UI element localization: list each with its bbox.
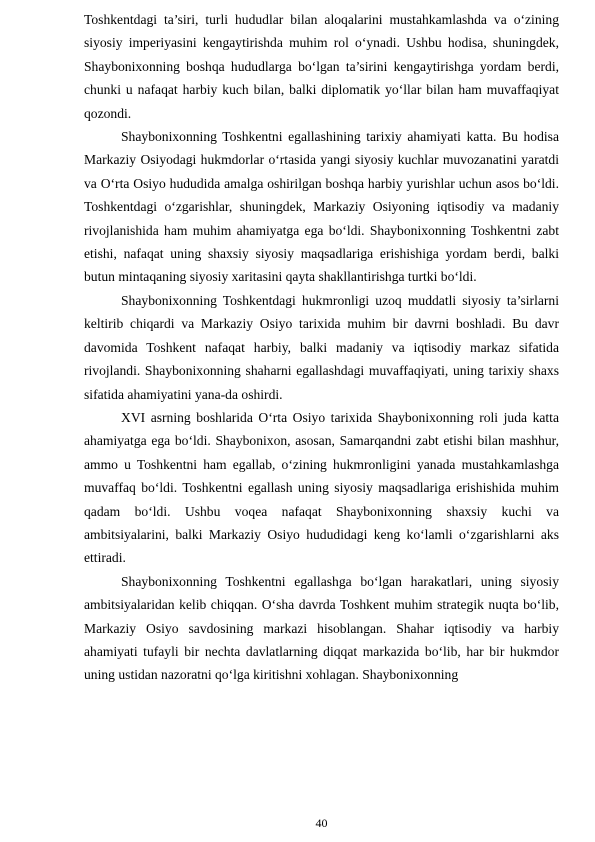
page-number: 40 bbox=[315, 816, 328, 830]
paragraph-4: XVI asrning boshlarida O‘rta Osiyo tarixida Shaybonixonning roli juda katta ahamiyatga ega bo‘ldi. Shayboniхon, asosan, Samarqandni zabt etishi bilan mashhur, ammo u Toshkentni ham egallab, o‘zining hukmronligini yanada mustahkamlashga muvaffaq bo‘ldi. Toshkentni egallash uning siyosiy maqsadlariga erishishida muhim qadam bo‘ldi. Ushbu voqea nafaqat Shaybonixonning shaxsiy kuchi va ambitsiyalarini, balki Markaziy Osiyo hududidagi keng ko‘lamli o‘zgarishlarni aks ettiradi. bbox=[84, 409, 559, 566]
paragraph-2: Shaybonixonning Toshkentni egallashining tarixiy ahamiyati katta. Bu hodisa Markaziy Osiyodagi hukmdorlar o‘rtasida yangi siyosiy kuchlar muvozanatini yaratdi va O‘rta Osiyo hududida amalga oshirilgan boshqa harbiy yurishlar uchun asos bo‘ldi. Toshkentdagi o‘zgarishlar, shuningdek, Markaziy Osiyoning iqtisodiy va madaniy rivojlanishida ham muhim ahamiyatga ega bo‘ldi. Shaybonixonning Toshkentni zabt etishi, nafaqat uning shaxsiy siyosiy maqsadlariga erishishiga yordam berdi, balki butun mintaqaning siyosiy xaritasini qayta shakllantirishga turtki bo‘ldi. bbox=[84, 129, 559, 285]
paragraph-3: Shaybonixonning Toshkentdagi hukmronligi uzoq muddatli siyosiy ta’sirlarni keltirib chiqardi va Markaziy Osiyo tarixida muhim bir davrni boshladi. Bu davr davomida Toshkent nafaqat harbiy, balki madaniy va iqtisodiy markaz sifatida rivojlandi. Shaybonixonning shaharni egallashdagi muvaffaqiyati, uning tarixiy shaxs sifatida ahamiyatini yana-da oshirdi. bbox=[84, 292, 559, 402]
body-text bbox=[84, 8, 559, 687]
paragraph-5: Shaybonixonning Toshkentni egallashga bo‘lgan harakatlari, uning siyosiy ambitsiyalaridan kelib chiqqan. O‘sha davrda Toshkent muhim strategik nuqta bo‘lib, Markaziy Osiyo savdosining markazi hisoblangan. Shahar iqtisodiy va harbiy ahamiyati tufayli bir nechta davlatlarning diqqat markazida bo‘lib, har bir hukmdor uning ustidan nazoratni qo‘lga kiritishni xohlagan. Shaybonixonning bbox=[84, 573, 559, 683]
paragraph-1: Toshkentdagi ta’siri, turli hududlar bilan aloqalarini mustahkamlashda va o‘zining siyosiy imperiyasini kengaytirishda muhim rol o‘ynadi. Ushbu hodisa, shuningdek, Shaybonixonning boshqa hududlarga bo‘lgan ta’sirini kengaytirishga yordam berdi, chunki u nafaqat harbiy kuch bilan, balki diplomatik yo‘llar bilan ham muvaffaqiyat qozondi. bbox=[84, 12, 559, 121]
